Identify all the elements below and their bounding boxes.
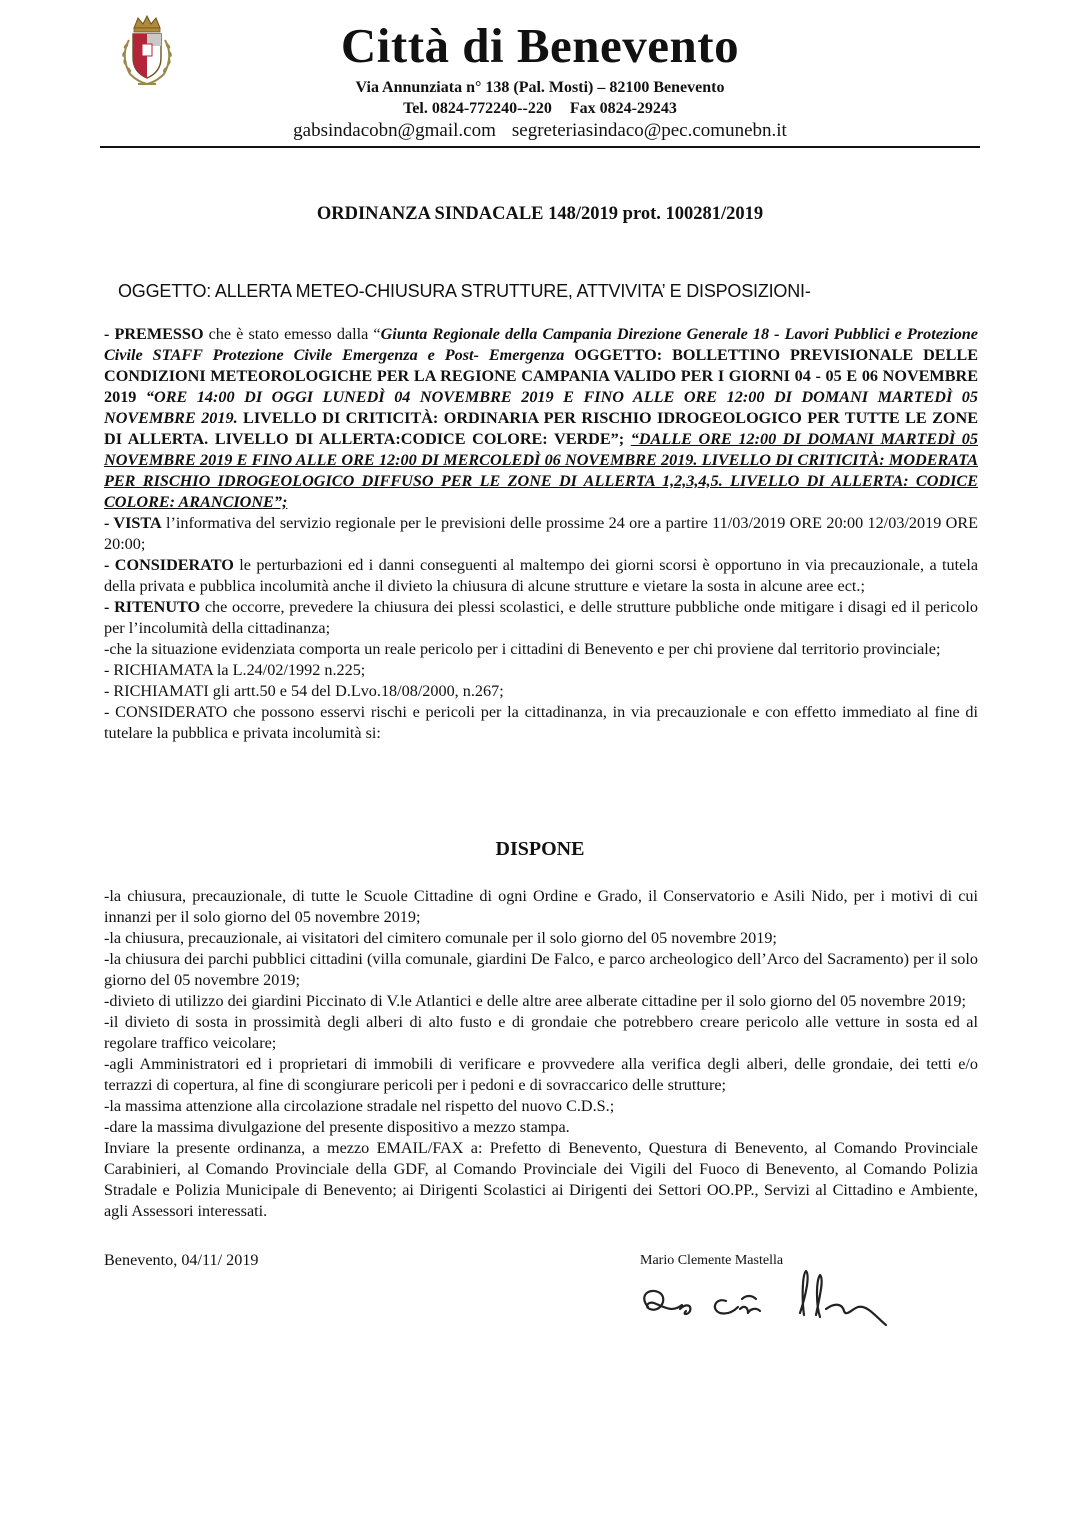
- email-line: [250, 119, 830, 143]
- distribution-paragraph: Inviare la presente ordinanza, a mezzo EMAIL/FAX a: Prefetto di Benevento, Questura di Benevento, al Comando Provinciale Carabinieri, al Comando Provinciale della GDF, al Comando Provinciale dei Vigili del Fuoco di Benevento, al Comando Polizia Stradale e Polizia Municipale di Benevento; ai Dirigenti Scolastici ai Dirigenti dei Settori OO.PP., Servizi al Cittadino e Ambiente, agli Assessori interessati.: [104, 1139, 978, 1220]
- preamble-paragraph: - RICHIAMATI gli artt.50 e 54 del D.Lvo.18/08/2000, n.267;: [104, 682, 504, 700]
- preamble: [104, 324, 978, 744]
- disposition-item: -dare la massima divulgazione del presente dispositivo a mezzo stampa.: [104, 1118, 570, 1136]
- preamble-paragraph: - RICHIAMATA la L.24/02/1992 n.225;: [104, 661, 366, 679]
- dispone-heading: DISPONE: [495, 838, 585, 860]
- disposition-item: -la chiusura dei parchi pubblici cittadini (villa comunale, giardini De Falco, e parco archeologico dell’Arco del Sacramento) per il solo giorno del 05 novembre 2019;: [104, 950, 978, 989]
- city-address: Via Annunziata n° 138 (Pal. Mosti) – 82100 Benevento: [355, 79, 725, 96]
- ritenuto-paragraph: [104, 597, 978, 639]
- premesso-criticality-1: LIVELLO DI CRITICITÀ: ORDINARIA PER RISCHIO IDROGEOLOGICO PER TUTTE LE ZONE DI ALLERTA. LIVELLO DI ALLERTA:CODICE COLORE: VERDE”;: [104, 409, 978, 448]
- header-divider: [100, 146, 980, 148]
- considerato-label: - CONSIDERATO: [104, 556, 234, 574]
- signer-name: Mario Clemente Mastella: [640, 1253, 784, 1268]
- disposition-item: -il divieto di sosta in prossimità degli alberi di alto fusto e di grondaie che potrebbero creare pericolo alle vetture in sosta ed al regolare traffico veicolare;: [104, 1013, 978, 1052]
- vista-text: l’informativa del servizio regionale per le previsioni delle prossime 24 ore a partire 11/03/2019 ORE 20:00 12/03/2019 ORE 20:00;: [104, 514, 979, 553]
- disposition-item: -agli Amministratori ed i proprietari di immobili di verificare e provvedere alla verifica degli alberi, delle grondaie, dei tetti e/o terrazzi di copertura, al fine di scongiurare pericoli per i pedoni e di sovraccarico delle strutture;: [104, 1055, 978, 1094]
- phone-fax-line: [330, 99, 750, 119]
- email-pec[interactable]: segreteriasindaco@pec.comunebn.it: [511, 120, 787, 141]
- premesso-period-2: “DALLE ORE 12:00 DI DOMANI MARTEDÌ 05 NOVEMBRE 2019 E FINO ALLE ORE 12:00 DI MERCOLEDÌ 06 NOVEMBRE 2019. LIVELLO DI CRITICITÀ: MODERATA PER RISCHIO IDROGEOLOGICO DIFFUSO PER LE ZONE DI ALLERTA 1,2,3,4,5. LIVELLO DI ALLERTA: CODICE COLORE: ARANCIONE”;: [104, 430, 978, 511]
- ordinance-number: ORDINANZA SINDACALE 148/2019 prot. 100281/2019: [316, 204, 764, 224]
- considerato-text: le perturbazioni ed i danni conseguenti al maltempo dei giorni scorsi è opportuno in via precauzionale, a tutela della privata e pubblica incolumità anche il divieto la chiusura di alcune strutture e vietare la sosta in alcune aree ect.;: [104, 556, 978, 595]
- preamble-paragraph: - CONSIDERATO che possono esservi rischi e pericoli per la cittadinanza, in via precauzionale e con effetto immediato al fine di tutelare la pubblica e privata incolumità si:: [104, 703, 978, 742]
- vista-paragraph: [104, 513, 978, 555]
- premesso-bulletin: OGGETTO: BOLLETTINO PREVISIONALE DELLE CONDIZIONI METEOROLOGICHE PER LA REGIONE CAMPANIA VALIDO PER I GIORNI 04 - 05 E 06 NOVEMBRE 2019: [104, 346, 978, 406]
- disposition-item: -la chiusura, precauzionale, ai visitatori del cimitero comunale per il solo giorno del 05 novembre 2019;: [104, 929, 777, 947]
- disposition-item: -la chiusura, precauzionale, di tutte le Scuole Cittadine di ogni Ordine e Grado, il Conservatorio e Asili Nido, per i motivi di cui innanzi per il solo giorno del 05 novembre 2019;: [104, 887, 978, 926]
- premesso-period-1: “ORE 14:00 DI OGGI LUNEDÌ 04 NOVEMBRE 2019 E FINO ALLE ORE 12:00 DI DOMANI MARTEDÌ 05 NOVEMBRE 2019.: [104, 388, 978, 427]
- dispositions-list: [104, 886, 978, 1222]
- vista-label: - VISTA: [104, 514, 162, 532]
- premesso-label: - PREMESSO: [104, 325, 204, 343]
- preamble-paragraph: -che la situazione evidenziata comporta un reale pericolo per i cittadini di Benevento e per chi proviene dal territorio provinciale;: [104, 640, 941, 658]
- ordinance-subject: OGGETTO: ALLERTA METEO-CHIUSURA STRUTTURE, ATTVIVITA’ E DISPOSIZIONI-: [118, 281, 811, 301]
- phone-number: Tel. 0824-772240--220: [403, 100, 552, 117]
- disposition-item: -divieto di utilizzo dei giardini Piccinato di V.le Atlantici e delle altre aree alberate cittadine per il solo giorno del 05 novembre 2019;: [104, 992, 967, 1010]
- disposition-item: -la massima attenzione alla circolazione stradale nel rispetto del nuovo C.D.S.;: [104, 1097, 615, 1115]
- city-title: Città di Benevento: [340, 18, 740, 73]
- document-date: Benevento, 04/11/ 2019: [104, 1251, 259, 1269]
- premesso-source: Giunta Regionale della Campania Direzione Generale 18 - Lavori Pubblici e Protezione Civile STAFF Protezione Civile Emergenza e Post- Emergenza: [104, 325, 978, 364]
- premesso-text-1: che è stato emesso dalla “: [203, 325, 381, 343]
- email-gabinetto[interactable]: gabsindacobn@gmail.com: [293, 120, 496, 141]
- premesso-paragraph: [104, 324, 978, 513]
- considerato-paragraph: [104, 555, 978, 597]
- handwritten-signature-icon: [630, 1265, 900, 1337]
- ritenuto-text: che occorre, prevedere la chiusura dei plessi scolastici, e delle strutture pubbliche onde mitigare i disagi ed il pericolo per l’incolumità della cittadinanza;: [104, 598, 978, 637]
- ritenuto-label: - RITENUTO: [104, 598, 201, 616]
- fax-number: Fax 0824-29243: [569, 100, 677, 117]
